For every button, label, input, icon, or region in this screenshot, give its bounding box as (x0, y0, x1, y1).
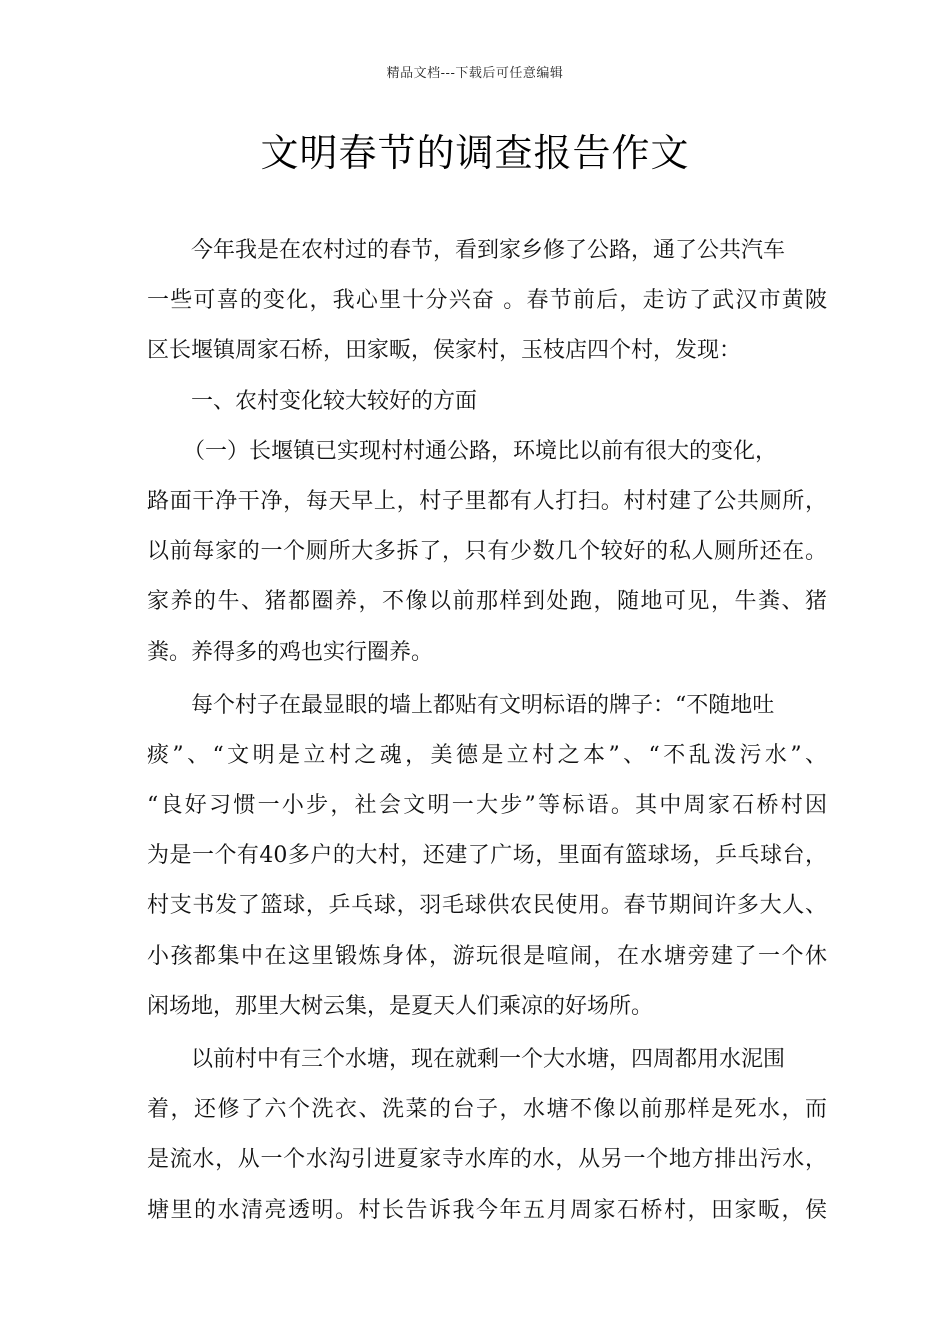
paragraph-line: 家养的牛、猪都圈养，不像以前那样到处跑，随地可见，牛粪、猪 (147, 589, 827, 615)
paragraph-line: 着，还修了六个洗衣、洗菜的台子，水塘不像以前那样是死水，而 (147, 1097, 827, 1123)
section-heading: 一、农村变化较大较好的方面 (191, 388, 478, 414)
header-note: 精品文档---下载后可任意编辑 (386, 66, 564, 81)
paragraph-line: 以前每家的一个厕所大多拆了，只有少数几个较好的私人厕所还在。 (147, 539, 827, 565)
document-title: 文明春节的调查报告作文 (260, 131, 690, 175)
paragraph-line: 区长堰镇周家石桥，田家畈，侯家村，玉枝店四个村，发现： (147, 338, 742, 364)
paragraph-line: 以前村中有三个水塘，现在就剩一个大水塘，四周都用水泥围 (191, 1047, 786, 1072)
paragraph-line: 塘里的水清亮透明。村长告诉我今年五月周家石桥村，田家畈，侯 (147, 1197, 827, 1223)
paragraph-line: 每个村子在最显眼的墙上都贴有文明标语的牌子：“不随地吐 (191, 692, 775, 718)
paragraph-line: 今年我是在农村过的春节，看到家乡修了公路，通了公共汽车 (191, 238, 786, 263)
paragraph-line: 小孩都集中在这里锻炼身体，游玩很是喧闹，在水塘旁建了一个休 (147, 943, 827, 969)
document-body (147, 226, 827, 1236)
paragraph-line: 路面干净干净，每天早上，村子里都有人打扫。村村建了公共厕所， (147, 488, 827, 514)
paragraph-line: 粪。养得多的鸡也实行圈养。 (147, 639, 434, 665)
paragraph-line: 闲场地，那里大树云集，是夏天人们乘凉的好场所。 (147, 993, 654, 1019)
paragraph-line: “良好习惯一小步，社会文明一大步”等标语。其中周家石桥村因 (147, 793, 827, 819)
paragraph-line: 是流水，从一个水沟引进夏家寺水库的水，从另一个地方排出污水， (147, 1147, 827, 1173)
paragraph-line: 痰”、“文明是立村之魂，美德是立村之本”、“不乱泼污水”、 (147, 742, 827, 768)
paragraph-line: （一）长堰镇已实现村村通公路，环境比以前有很大的变化， (183, 438, 778, 464)
paragraph-line: 村支书发了篮球，乒乓球，羽毛球供农民使用。春节期间许多大人、 (147, 893, 827, 919)
paragraph-line: 为是一个有40多户的大村，还建了广场，里面有篮球场，乒乓球台， (147, 843, 827, 869)
paragraph-line: 一些可喜的变化，我心里十分兴奋 。春节前后，走访了武汉市黄陂 (147, 288, 827, 314)
